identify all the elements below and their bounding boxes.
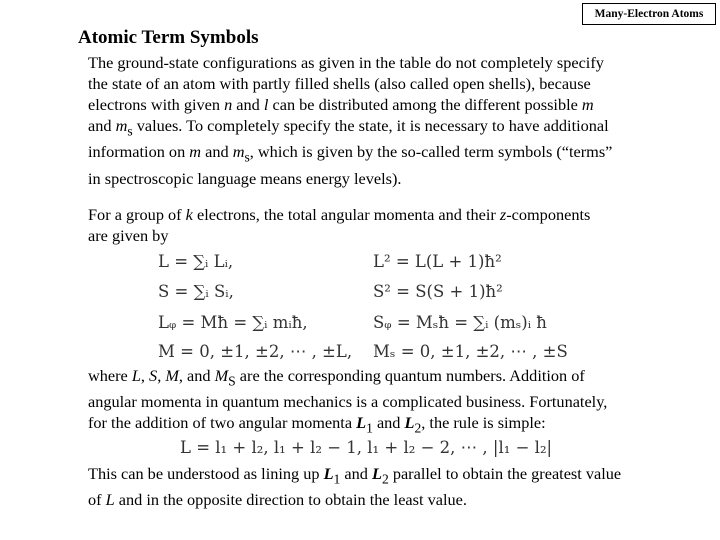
- subscript: S: [228, 373, 236, 389]
- text-span: For a group of: [88, 205, 186, 224]
- intro-paragraph: [88, 52, 688, 189]
- text-line: [88, 94, 688, 115]
- text-span: and: [88, 116, 116, 135]
- text-span: and: [232, 95, 264, 114]
- text-span: for the addition of two angular momenta: [88, 413, 357, 433]
- text-line: [88, 141, 688, 167]
- subscript: s: [127, 123, 133, 139]
- text-span: and: [201, 142, 233, 162]
- symbol-ms: m: [115, 116, 128, 135]
- text-span: of: [88, 490, 106, 510]
- text-span: ,: [157, 366, 166, 385]
- subscript: s: [244, 149, 250, 165]
- symbol-S: S: [149, 366, 158, 385]
- subscript: 1: [333, 471, 341, 487]
- text-span: ,: [140, 366, 150, 385]
- text-span: , which is given by the so-called term symbols (“terms”: [249, 142, 613, 162]
- quantum-numbers-paragraph: [88, 365, 708, 439]
- equation-S-sum: S = ∑ᵢ Sᵢ,: [158, 282, 234, 301]
- text-line: are given by: [88, 226, 169, 245]
- symbol-m: m: [581, 95, 594, 114]
- text-span: can be distributed among the different possible: [268, 95, 582, 114]
- text-span: information on: [88, 142, 190, 162]
- subscript: 2: [381, 471, 389, 487]
- symbol-l: l: [263, 95, 269, 114]
- text-line: [88, 204, 688, 225]
- text-span: -components: [506, 205, 591, 224]
- symbol-k: k: [185, 205, 193, 224]
- text-span: and: [372, 413, 405, 433]
- symbol-L: L: [105, 490, 115, 510]
- text-line: the state of an atom with partly filled shells (also called open shells), because: [88, 74, 591, 93]
- text-span: electrons, the total angular momenta and their: [192, 205, 500, 224]
- text-line: angular momenta in quantum mechanics is a complicated business. Fortunately,: [88, 392, 608, 412]
- subscript: 2: [414, 420, 422, 436]
- subscript: 1: [366, 420, 373, 436]
- page-title: Atomic Term Symbols: [78, 27, 259, 48]
- text-span: parallel to obtain the greatest value: [388, 464, 622, 483]
- equation-L-sum: L = ∑ᵢ Lᵢ,: [158, 252, 234, 271]
- text-span: and: [340, 464, 372, 483]
- symbol-L1: L: [323, 464, 334, 483]
- symbol-n: n: [224, 95, 233, 114]
- text-span: and in the opposite direction to obtain the least value.: [114, 490, 467, 510]
- equation-L-addition-rule: L = l₁ + l₂, l₁ + l₂ − 1, l₁ + l₂ − 2, ⋯ , |l₁ − l₂|: [180, 438, 553, 457]
- equation-S-squared: S² = S(S + 1)ħ²: [373, 282, 503, 301]
- text-span: where: [88, 366, 132, 385]
- text-span: are the corresponding quantum numbers. Addition of: [235, 366, 585, 385]
- text-span: , and: [178, 366, 215, 385]
- text-line: in spectroscopic language means energy levels).: [88, 168, 402, 188]
- text-line: [88, 489, 708, 510]
- text-line: The ground-state configurations as given in the table do not completely specify: [88, 53, 604, 72]
- symbol-ms: m: [232, 142, 245, 162]
- symbol-M: M: [165, 366, 179, 385]
- symbol-m: m: [189, 142, 202, 162]
- conclusion-paragraph: [88, 463, 708, 510]
- text-span: values. To completely specify the state, it is necessary to have additional: [132, 116, 609, 135]
- symbol-L2: L: [404, 413, 415, 433]
- symbol-L1: L: [356, 413, 367, 433]
- text-line: [88, 115, 688, 141]
- section-tag: Many-Electron Atoms: [582, 3, 716, 25]
- equation-M-values: M = 0, ±1, ±2, ⋯ , ±L,: [158, 342, 353, 361]
- text-span: This can be understood as lining up: [88, 464, 324, 483]
- symbol-z: z: [499, 205, 507, 224]
- text-line: [88, 365, 708, 391]
- symbol-MS: M: [214, 366, 229, 385]
- symbol-L2: L: [372, 464, 382, 483]
- text-line: [88, 463, 708, 489]
- symbol-L: L: [131, 366, 141, 385]
- momenta-paragraph: [88, 204, 688, 246]
- text-span: electrons with given: [88, 95, 225, 114]
- text-span: , the rule is simple:: [421, 413, 546, 433]
- equation-MS-values: Mₛ = 0, ±1, ±2, ⋯ , ±S: [373, 342, 568, 361]
- equation-Sz: Sᵩ = Mₛħ = ∑ᵢ (mₛ)ᵢ ħ: [373, 313, 547, 332]
- equation-L-squared: L² = L(L + 1)ħ²: [373, 252, 502, 271]
- equation-Lz: Lᵩ = Mħ = ∑ᵢ mᵢħ,: [158, 313, 308, 332]
- text-line: [88, 412, 708, 438]
